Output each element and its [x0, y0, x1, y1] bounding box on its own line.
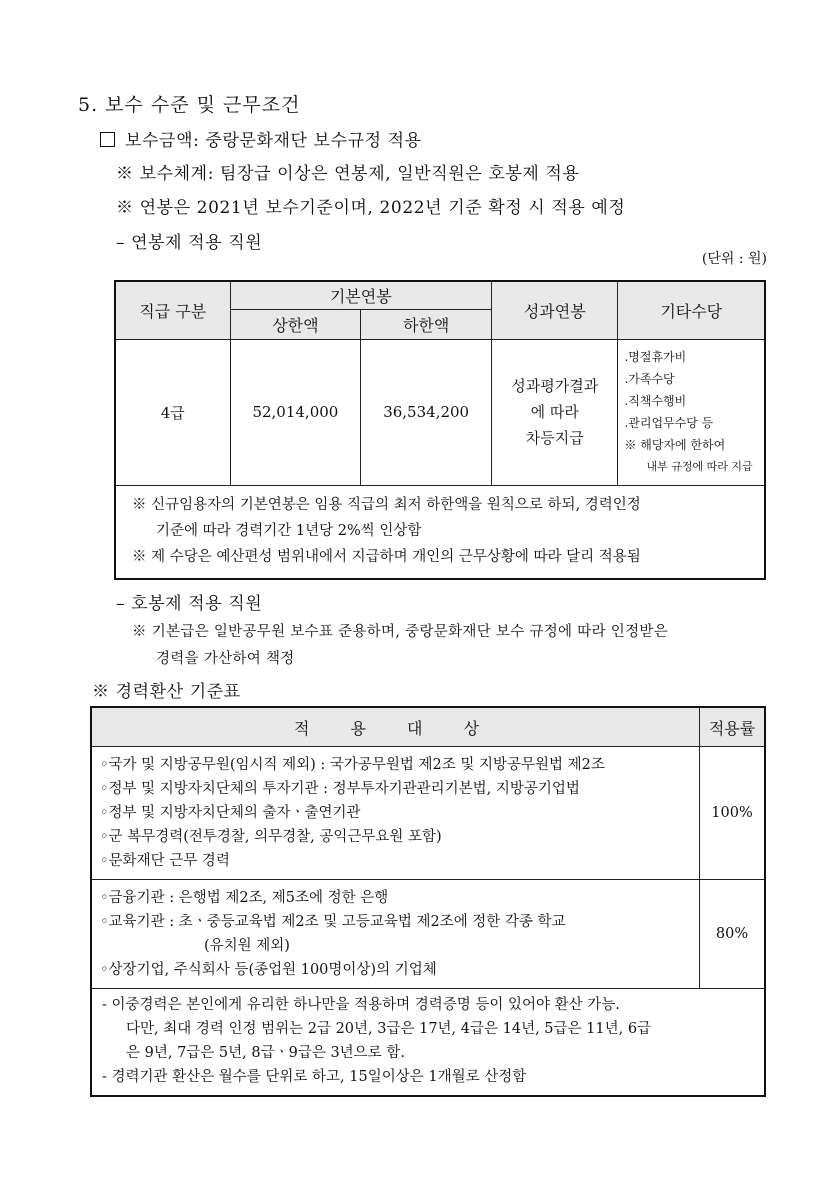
- career-remarks: [91, 989, 765, 1097]
- career-heading: ※ 경력환산 기준표: [92, 682, 241, 702]
- note-salary-year: ※ 연봉은 2021년 보수기준이며, 2022년 기준 확정 시 적용 예정: [116, 198, 626, 218]
- note-line: ※ 제 수당은 예산편성 범위내에서 지급하며 개인의 근무상황에 따라 달리 적용됨: [132, 548, 641, 565]
- step-salary-heading: – 호봉제 적용 직원: [116, 594, 263, 614]
- performance-line: 에 따라: [530, 403, 579, 421]
- career-item: ◦문화재단 근무 경력: [100, 853, 230, 869]
- group1-cell: [91, 747, 700, 880]
- upper-limit-cell: 52,014,000: [230, 339, 361, 485]
- unit-label: (단위 : 원): [701, 251, 767, 267]
- career-item: ◦정부 및 지방자치단체의 투자기관 : 정부투자기관관리기본법, 지방공기업법: [100, 781, 580, 797]
- salary-basis-text: 보수금액: 중랑문화재단 보수규정 적용: [125, 131, 422, 151]
- header-base-salary: 기본연봉: [230, 281, 492, 309]
- career-item: ◦상장기업, 주식회사 등(종업원 100명이상)의 기업체: [100, 962, 437, 978]
- header-other-allowance: 기타수당: [618, 281, 765, 339]
- allowance-item: .명절휴가비: [624, 350, 687, 364]
- career-item: ◦교육기관 : 초ㆍ중등교육법 제2조 및 고등교육법 제2조에 정한 각종 학교: [100, 914, 566, 930]
- step-salary-note: ※ 기본급은 일반공무원 보수표 준용하며, 중랑문화재단 보수 규정에 따라 인정받은: [132, 624, 669, 640]
- remark-line: - 이중경력은 본인에게 유리한 하나만을 적용하며 경력증명 등이 있어야 환산 가능.: [102, 997, 620, 1013]
- annual-salary-heading: – 연봉제 적용 직원: [116, 233, 263, 253]
- career-item: ◦국가 및 지방공무원(임시직 제외) : 국가공무원법 제2조 및 지방공무원법 제2조: [100, 757, 605, 773]
- allowance-item: ※ 해당자에 한하여: [624, 438, 726, 452]
- remark-line: 다만, 최대 경력 인정 범위는 2급 20년, 3급은 17년, 4급은 14년, 5급은 11년, 6급: [126, 1021, 652, 1037]
- header-grade: 직급 구분: [115, 281, 230, 339]
- allowance-item: .가족수당: [624, 372, 675, 386]
- performance-line: 성과평가결과: [511, 377, 599, 395]
- group2-cell: [91, 880, 700, 989]
- annual-table-notes: [115, 485, 765, 579]
- career-conversion-table: [90, 706, 766, 1097]
- checkbox-square-icon: [100, 132, 115, 147]
- career-item: (유치원 제외): [204, 938, 290, 954]
- header-target-text: 적 용 대 상: [293, 718, 498, 738]
- allowance-item: .관리업무수당 등: [624, 416, 714, 430]
- header-performance-salary: 성과연봉: [492, 281, 618, 339]
- note-salary-system: ※ 보수체계: 팀장급 이상은 연봉제, 일반직원은 호봉제 적용: [116, 164, 580, 184]
- header-target: [91, 707, 700, 747]
- performance-line: 차등지급: [525, 429, 584, 447]
- rate1-cell: 100%: [700, 747, 766, 880]
- salary-basis-line: [100, 126, 422, 151]
- annual-salary-table: [114, 280, 766, 580]
- allowance-item: 내부 규정에 따라 지급: [646, 460, 753, 473]
- remark-line: - 경력기관 환산은 월수를 단위로 하고, 15일이상은 1개월로 산정함: [102, 1069, 527, 1085]
- note-line: 기준에 따라 경력기간 1년당 2%씩 인상함: [156, 522, 422, 539]
- career-item: ◦정부 및 지방자치단체의 출자ㆍ출연기관: [100, 805, 361, 821]
- lower-limit-cell: 36,534,200: [361, 339, 492, 485]
- career-item: ◦군 복무경력(전투경찰, 의무경찰, 공익근무요원 포함): [100, 829, 442, 845]
- allowance-item: .직책수행비: [624, 394, 687, 408]
- rate2-cell: 80%: [700, 880, 766, 989]
- header-lower-limit: 하한액: [361, 309, 492, 339]
- header-rate: 적용률: [700, 707, 766, 747]
- step-salary-note: 경력을 가산하여 책정: [156, 651, 295, 667]
- remark-line: 은 9년, 7급은 5년, 8급ㆍ9급은 3년으로 함.: [126, 1045, 405, 1061]
- section-heading: 5. 보수 수준 및 근무조건: [78, 94, 301, 116]
- other-allowance-cell: [618, 339, 765, 485]
- grade-cell: 4급: [115, 339, 230, 485]
- note-line: ※ 신규임용자의 기본연봉은 임용 직급의 최저 하한액을 원칙으로 하되, 경력인정: [132, 496, 641, 513]
- performance-cell: [492, 339, 618, 485]
- career-item: ◦금융기관 : 은행법 제2조, 제5조에 정한 은행: [100, 890, 389, 906]
- header-upper-limit: 상한액: [230, 309, 361, 339]
